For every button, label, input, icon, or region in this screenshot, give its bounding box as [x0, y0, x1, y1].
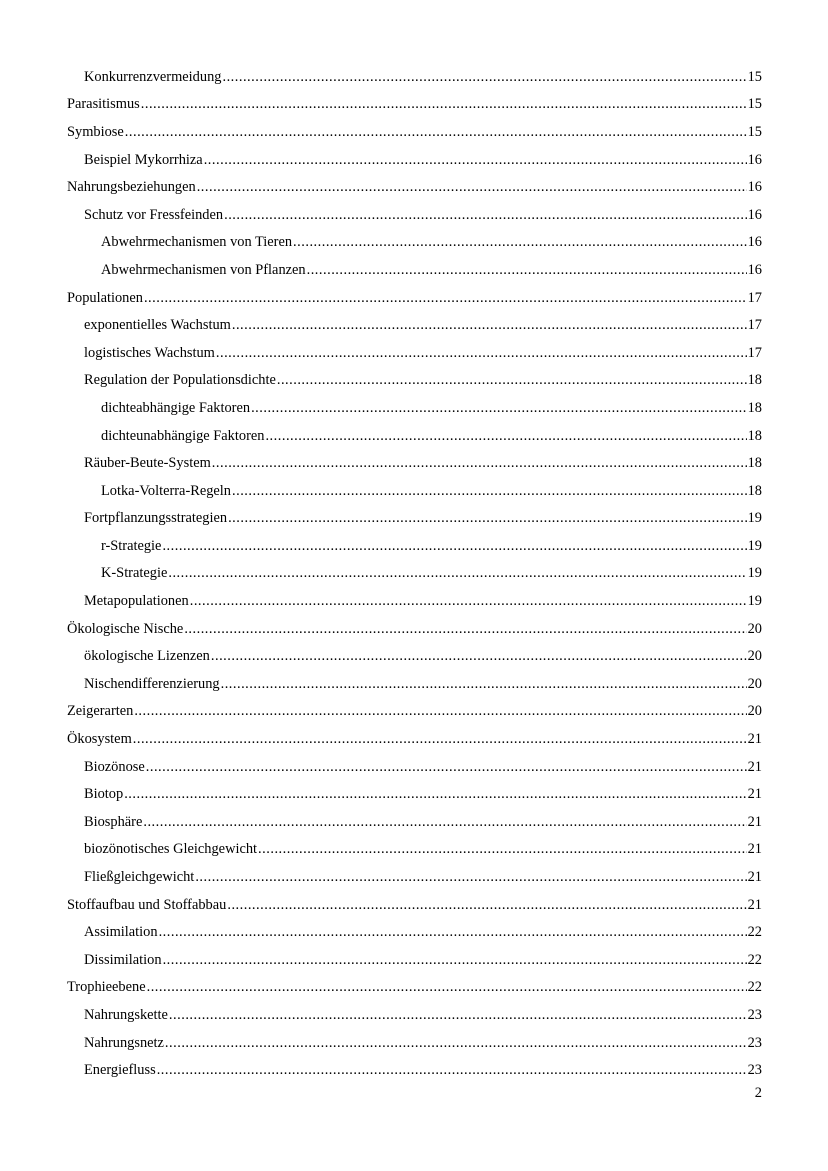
toc-entry[interactable]: [0, 505, 828, 533]
toc-entry[interactable]: [0, 256, 828, 284]
toc-entry[interactable]: [0, 394, 828, 422]
toc-entry[interactable]: [0, 698, 828, 726]
toc-dot-leader: [228, 510, 747, 526]
toc-entry[interactable]: [0, 311, 828, 339]
toc-dot-leader: [216, 345, 747, 361]
toc-entry-page: 18: [747, 455, 762, 472]
toc-entry-label: Metapopulationen: [84, 593, 189, 610]
toc-dot-leader: [307, 262, 747, 278]
toc-entry-page: 22: [747, 924, 762, 941]
toc-entry-label: Assimilation: [84, 924, 158, 941]
toc-entry[interactable]: [0, 753, 828, 781]
toc-dot-leader: [146, 759, 747, 775]
toc-entry-label: logistisches Wachstum: [84, 344, 215, 361]
toc-dot-leader: [168, 565, 746, 581]
toc-entry[interactable]: [0, 560, 828, 588]
toc-entry-page: 15: [747, 68, 762, 85]
toc-entry[interactable]: [0, 1056, 828, 1084]
toc-dot-leader: [293, 234, 747, 250]
toc-dot-leader: [162, 538, 746, 554]
toc-entry-page: 15: [747, 96, 762, 113]
toc-entry[interactable]: [0, 780, 828, 808]
toc-entry[interactable]: [0, 367, 828, 395]
toc-entry-label: Nahrungskette: [84, 1006, 168, 1023]
toc-entry-label: Lotka-Volterra-Regeln: [101, 482, 231, 499]
toc-entry[interactable]: [0, 422, 828, 450]
toc-dot-leader: [204, 152, 747, 168]
toc-dot-leader: [125, 124, 747, 140]
toc-entry-label: r-Strategie: [101, 537, 162, 554]
toc-entry-page: 21: [747, 786, 762, 803]
toc-entry-label: Populationen: [67, 289, 143, 306]
toc-entry-page: 20: [747, 703, 762, 720]
table-of-contents: [0, 63, 828, 1084]
toc-entry-page: 16: [747, 206, 762, 223]
toc-entry[interactable]: [0, 946, 828, 974]
toc-entry-label: Symbiose: [67, 123, 124, 140]
toc-entry-label: Biosphäre: [84, 813, 143, 830]
toc-entry-page: 16: [747, 261, 762, 278]
toc-dot-leader: [157, 1062, 747, 1078]
toc-entry-page: 19: [747, 537, 762, 554]
toc-entry-page: 15: [747, 123, 762, 140]
toc-entry-label: Nahrungsbeziehungen: [67, 179, 196, 196]
toc-entry-page: 17: [747, 344, 762, 361]
toc-entry-label: Stoffaufbau und Stoffabbau: [67, 896, 227, 913]
toc-entry-label: Schutz vor Fressfeinden: [84, 206, 224, 223]
toc-entry-label: Nischendifferenzierung: [84, 675, 220, 692]
toc-entry-page: 22: [747, 951, 762, 968]
toc-entry-label: Nahrungsnetz: [84, 1034, 164, 1051]
toc-entry-page: 19: [747, 593, 762, 610]
toc-entry-label: Biotop: [84, 786, 124, 803]
toc-entry-page: 21: [747, 813, 762, 830]
toc-entry-page: 20: [747, 620, 762, 637]
toc-dot-leader: [211, 648, 747, 664]
toc-dot-leader: [144, 290, 747, 306]
toc-entry-label: Regulation der Populationsdichte: [84, 372, 276, 389]
toc-dot-leader: [184, 621, 746, 637]
toc-entry-page: 17: [747, 317, 762, 334]
toc-entry-label: Räuber-Beute-System: [84, 455, 211, 472]
toc-entry[interactable]: [0, 670, 828, 698]
toc-entry[interactable]: [0, 63, 828, 91]
toc-dot-leader: [169, 1007, 747, 1023]
toc-entry-label: dichteunabhängige Faktoren: [101, 427, 265, 444]
toc-entry[interactable]: [0, 118, 828, 146]
toc-dot-leader: [258, 841, 747, 857]
toc-entry-label: Ökologische Nische: [67, 620, 184, 637]
toc-entry-label: Ökosystem: [67, 731, 132, 748]
toc-entry-page: 21: [747, 869, 762, 886]
toc-entry[interactable]: [0, 477, 828, 505]
toc-dot-leader: [195, 869, 746, 885]
toc-entry-label: ökologische Lizenzen: [84, 648, 210, 665]
toc-dot-leader: [147, 979, 747, 995]
toc-entry[interactable]: [0, 284, 828, 312]
toc-entry[interactable]: [0, 808, 828, 836]
toc-entry-page: 18: [747, 427, 762, 444]
toc-dot-leader: [141, 96, 747, 112]
toc-entry-label: Fortpflanzungsstrategien: [84, 510, 228, 527]
toc-entry[interactable]: [0, 725, 828, 753]
toc-entry-page: 16: [747, 151, 762, 168]
toc-entry-label: Abwehrmechanismen von Pflanzen: [101, 261, 306, 278]
toc-entry[interactable]: [0, 229, 828, 257]
toc-entry[interactable]: [0, 642, 828, 670]
toc-dot-leader: [124, 786, 746, 802]
toc-dot-leader: [190, 593, 747, 609]
toc-dot-leader: [221, 676, 747, 692]
toc-entry-page: 21: [747, 758, 762, 775]
toc-entry-page: 21: [747, 896, 762, 913]
toc-dot-leader: [165, 1035, 747, 1051]
toc-entry-page: 23: [747, 1034, 762, 1051]
toc-dot-leader: [133, 731, 747, 747]
toc-dot-leader: [232, 483, 747, 499]
toc-entry[interactable]: [0, 449, 828, 477]
toc-entry[interactable]: [0, 587, 828, 615]
toc-entry-page: 20: [747, 675, 762, 692]
toc-dot-leader: [277, 372, 747, 388]
toc-entry[interactable]: [0, 532, 828, 560]
toc-entry-label: Energiefluss: [84, 1062, 156, 1079]
toc-entry[interactable]: [0, 173, 828, 201]
page-number: 2: [754, 1085, 762, 1101]
toc-entry-label: Konkurrenzvermeidung: [84, 68, 222, 85]
toc-dot-leader: [265, 428, 746, 444]
toc-entry-label: Zeigerarten: [67, 703, 134, 720]
toc-entry-label: K-Strategie: [101, 565, 168, 582]
toc-entry-page: 23: [747, 1006, 762, 1023]
toc-entry[interactable]: [0, 201, 828, 229]
toc-entry-page: 22: [747, 979, 762, 996]
toc-entry[interactable]: [0, 918, 828, 946]
toc-entry-label: Beispiel Mykorrhiza: [84, 151, 203, 168]
toc-entry[interactable]: [0, 91, 828, 119]
toc-entry-page: 21: [747, 731, 762, 748]
toc-dot-leader: [159, 924, 747, 940]
toc-entry-label: dichteabhängige Faktoren: [101, 399, 251, 416]
toc-entry-page: 16: [747, 234, 762, 251]
toc-entry-page: 20: [747, 648, 762, 665]
toc-entry[interactable]: [0, 1001, 828, 1029]
toc-entry[interactable]: [0, 339, 828, 367]
toc-entry-label: Parasitismus: [67, 96, 140, 113]
toc-entry-page: 18: [747, 482, 762, 499]
toc-entry[interactable]: [0, 615, 828, 643]
toc-dot-leader: [222, 69, 746, 85]
toc-entry-label: Trophieebene: [67, 979, 146, 996]
toc-entry[interactable]: [0, 891, 828, 919]
toc-dot-leader: [227, 897, 746, 913]
toc-entry[interactable]: [0, 1029, 828, 1057]
toc-entry[interactable]: [0, 974, 828, 1002]
toc-entry[interactable]: [0, 146, 828, 174]
toc-dot-leader: [163, 952, 747, 968]
toc-dot-leader: [224, 207, 747, 223]
toc-entry-page: 16: [747, 179, 762, 196]
toc-entry-page: 18: [747, 372, 762, 389]
toc-entry-label: Dissimilation: [84, 951, 162, 968]
toc-entry-label: Biozönose: [84, 758, 145, 775]
toc-entry-label: exponentielles Wachstum: [84, 317, 231, 334]
toc-entry-label: Abwehrmechanismen von Tieren: [101, 234, 293, 251]
toc-entry[interactable]: [0, 836, 828, 864]
toc-entry-page: 18: [747, 399, 762, 416]
toc-dot-leader: [251, 400, 747, 416]
toc-entry-page: 21: [747, 841, 762, 858]
toc-entry-page: 23: [747, 1062, 762, 1079]
toc-entry-label: Fließgleichgewicht: [84, 869, 195, 886]
toc-dot-leader: [143, 814, 746, 830]
toc-dot-leader: [134, 703, 746, 719]
toc-dot-leader: [212, 455, 747, 471]
toc-entry-page: 19: [747, 565, 762, 582]
toc-dot-leader: [232, 317, 747, 333]
toc-entry-label: biozönotisches Gleichgewicht: [84, 841, 258, 858]
toc-dot-leader: [197, 179, 747, 195]
toc-entry[interactable]: [0, 863, 828, 891]
toc-entry-page: 17: [747, 289, 762, 306]
toc-entry-page: 19: [747, 510, 762, 527]
